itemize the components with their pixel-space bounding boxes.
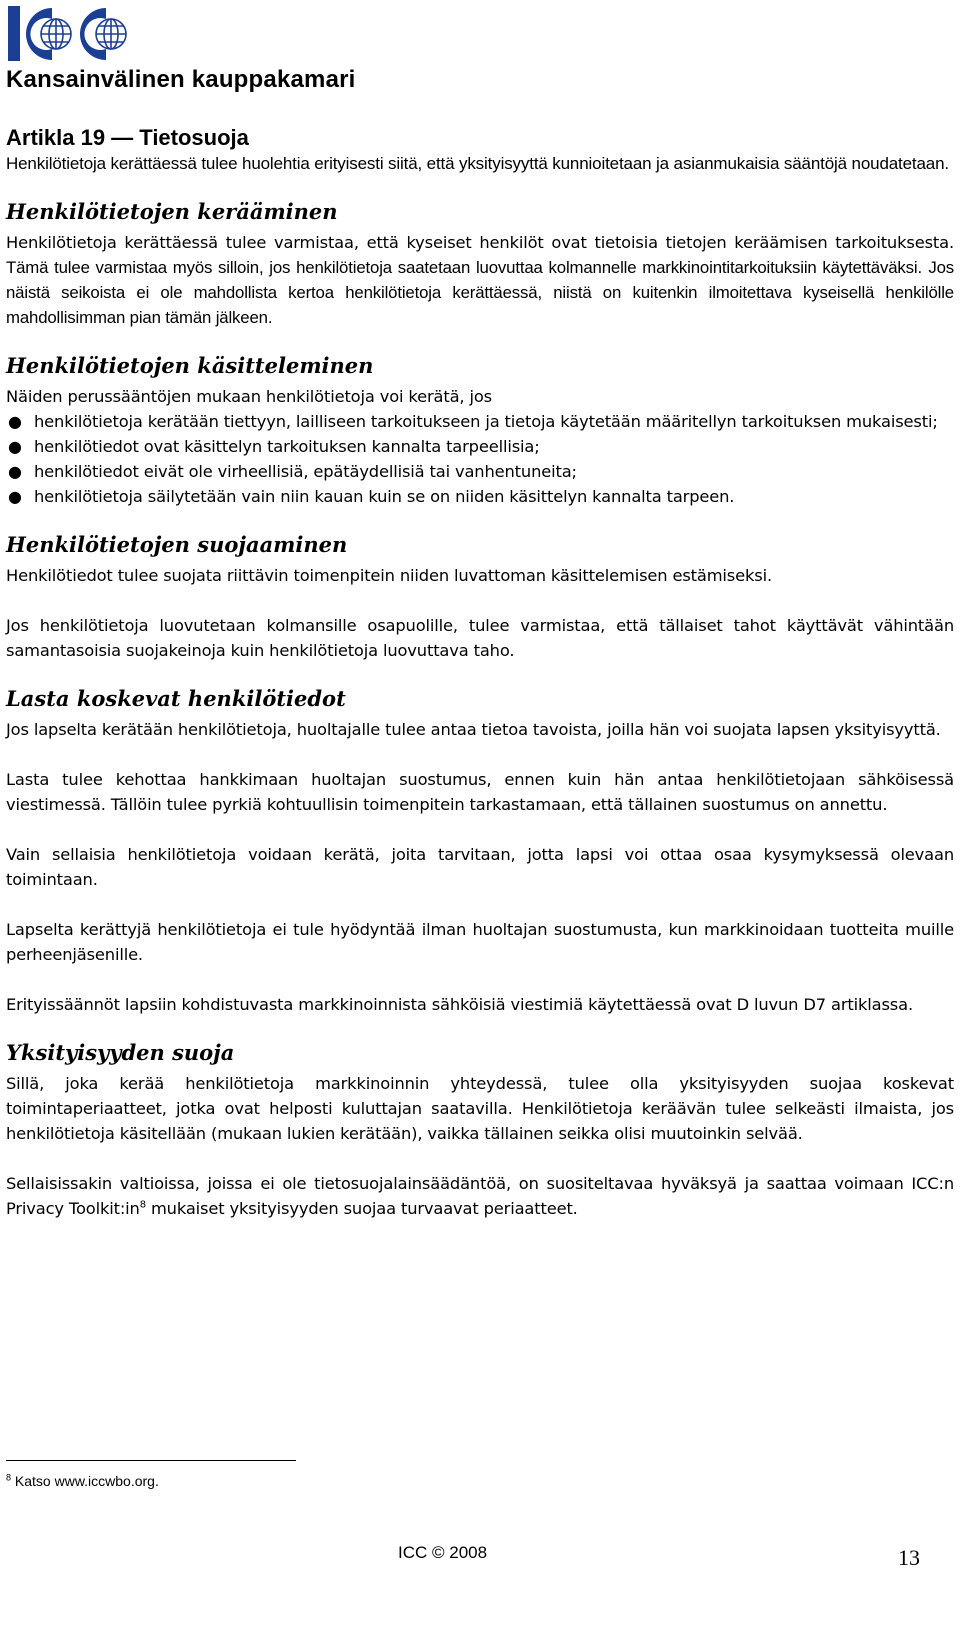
list-item bbox=[6, 459, 954, 484]
children-paragraph-2: Lasta tulee kehottaa hankkimaan huoltajan suostumus, ennen kuin hän antaa henkilötietojaan sähköisessä viestimessä. Tällöin tulee pyrkiä kohtuullisin toimenpitein tarkastamaan, että tällainen suostumus on annettu. bbox=[6, 770, 954, 814]
page-number: 13 bbox=[898, 1545, 920, 1570]
list-item-text: henkilötietoja kerätään tiettyyn, lailliseen tarkoitukseen ja tietoja käytetään määritellyn tarkoituksen mukaisesti; bbox=[34, 412, 938, 431]
bullet-icon: ● bbox=[8, 412, 22, 431]
collection-text-b: Tämä tulee varmistaa myös silloin, jos henkilötietoja saatetaan luovuttaa kolmannelle markkinointitarkoituksiin käytettäväksi. bbox=[6, 258, 922, 277]
collection-paragraph bbox=[6, 230, 954, 330]
footnote bbox=[6, 1473, 159, 1489]
footer-copyright: ICC © 2008 bbox=[398, 1543, 488, 1562]
children-paragraph-3: Vain sellaisia henkilötietoja voidaan kerätä, joita tarvitaan, jotta lapsi voi ottaa osaa kysymyksessä olevaan toimintaan. bbox=[6, 845, 954, 889]
list-item bbox=[6, 434, 954, 459]
list-item-text: henkilötietoja säilytetään vain niin kauan kuin se on niiden käsittelyn kannalta tarpeen. bbox=[34, 487, 735, 506]
processing-intro: Näiden perussääntöjen mukaan henkilötietoja voi kerätä, jos bbox=[6, 387, 492, 406]
list-item bbox=[6, 484, 954, 509]
children-paragraph-4: Lapselta kerättyjä henkilötietoja ei tule hyödyntää ilman huoltajan suostumusta, kun markkinoidaan tuotteita muille perheenjäsenille. bbox=[6, 920, 954, 964]
icc-logo bbox=[8, 5, 138, 62]
collection-text-a: Henkilötietoja kerättäessä tulee varmistaa, että kyseiset henkilöt ovat tietoisia tietojen keräämisen tarkoituksesta. bbox=[6, 233, 954, 252]
heading-children: Lasta koskevat henkilötiedot bbox=[6, 686, 346, 711]
footnote-divider bbox=[6, 1460, 296, 1461]
collection-text-c: Jos näistä seikoista ei ole mahdollista kertoa henkilötietoja kerättäessä, niistä on kuitenkin ilmoitettava kyseisellä henkilölle mahdollisimman pian tämän jälkeen. bbox=[6, 258, 954, 327]
document-body bbox=[6, 124, 954, 1221]
bullet-icon: ● bbox=[8, 462, 22, 481]
children-paragraph-1: Jos lapselta kerätään henkilötietoja, huoltajalle tulee antaa tietoa tavoista, joilla hän voi suojata lapsen yksityisyyttä. bbox=[6, 720, 941, 739]
footnote-reference[interactable]: 8 bbox=[139, 1199, 146, 1211]
article-intro: Henkilötietoja kerättäessä tulee huolehtia erityisesti siitä, että yksityisyyttä kunnioitetaan ja asianmukaisia sääntöjä noudatetaan. bbox=[6, 154, 949, 173]
heading-collection: Henkilötietojen kerääminen bbox=[6, 199, 338, 224]
list-item-text: henkilötiedot ovat käsittelyn tarkoituksen kannalta tarpeellisia; bbox=[34, 437, 540, 456]
heading-privacy: Yksityisyyden suoja bbox=[6, 1040, 235, 1065]
bullet-icon: ● bbox=[8, 437, 22, 456]
bullet-icon: ● bbox=[8, 487, 22, 506]
list-item-text: henkilötiedot eivät ole virheellisiä, epätäydellisiä tai vanhentuneita; bbox=[34, 462, 577, 481]
children-paragraph-5: Erityissäännöt lapsiin kohdistuvasta markkinoinnista sähköisiä viestimiä käytettäessä ovat D luvun D7 artiklassa. bbox=[6, 995, 913, 1014]
organization-name: Kansainvälinen kauppakamari bbox=[6, 66, 356, 93]
processing-list bbox=[6, 409, 954, 509]
footnote-text: Katso www.iccwbo.org. bbox=[11, 1473, 159, 1489]
privacy-text-before: Sellaisissakin valtioissa, joissa ei ole tietosuojalainsäädäntöä, on suositeltavaa hyväksyä ja saattaa voimaan ICC:n Privacy Toolkit:in bbox=[6, 1174, 954, 1218]
article-title: Artikla 19 — Tietosuoja bbox=[6, 125, 249, 150]
heading-protection: Henkilötietojen suojaaminen bbox=[6, 532, 348, 557]
protection-paragraph-2: Jos henkilötietoja luovutetaan kolmansille osapuolille, tulee varmistaa, että tällaiset tahot käyttävät vähintään samantasoisia suojakeinoja kuin henkilötietoja luovuttava taho. bbox=[6, 616, 954, 660]
heading-processing: Henkilötietojen käsitteleminen bbox=[6, 353, 374, 378]
privacy-paragraph-1: Sillä, joka kerää henkilötietoja markkinoinnin yhteydessä, tulee olla yksityisyyden suojaa koskevat toimintaperiaatteet, jotka ovat helposti kuluttajan saatavilla. Henkilötietoja keräävän tulee selkeästi ilmaista, jos henkilötietoja käsitellään (mukaan lukien kerätään), vaikka tällainen seikka olisi muutoinkin selvää. bbox=[6, 1074, 954, 1143]
privacy-paragraph-2 bbox=[6, 1171, 954, 1221]
protection-paragraph-1: Henkilötiedot tulee suojata riittävin toimenpitein niiden luvattoman käsittelemisen estämiseksi. bbox=[6, 566, 773, 585]
privacy-text-after: mukaiset yksityisyyden suojaa turvaavat periaatteet. bbox=[145, 1199, 578, 1218]
list-item bbox=[6, 409, 954, 434]
footnote-number: 8 bbox=[6, 1472, 12, 1483]
